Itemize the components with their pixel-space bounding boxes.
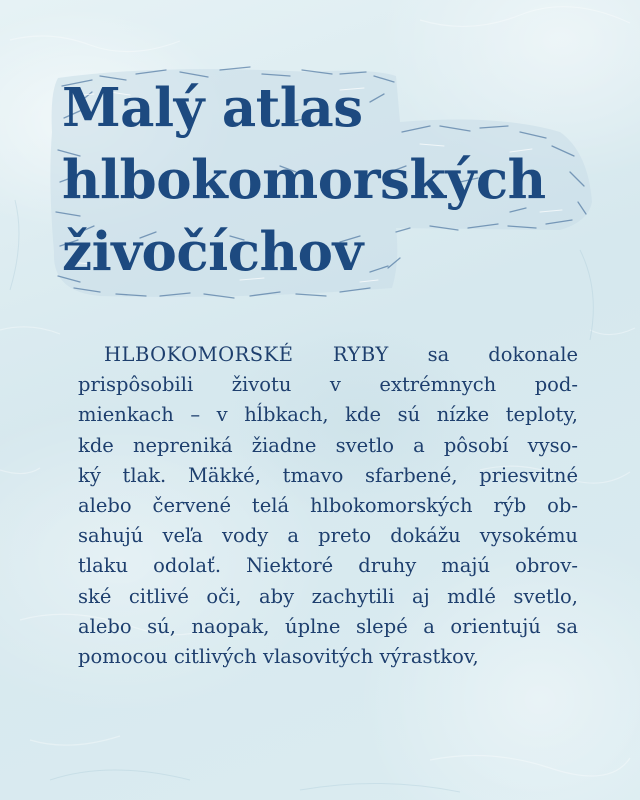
paragraph-line: kde nepreniká žiadne svetlo a pôsobí vyso-	[78, 433, 578, 457]
title-line-3: živočíchov	[62, 221, 363, 283]
paragraph-line: ské citlivé oči, aby zachytili aj mdlé svetlo,	[78, 584, 578, 608]
paragraph-line: prispôsobili životu v extrémnych pod-	[78, 373, 578, 397]
page-title	[62, 72, 546, 288]
title-line-1: Malý atlas	[62, 77, 363, 139]
paragraph-line: alebo sú, naopak, úplne slepé a orientujú sa	[78, 614, 578, 638]
title-line-2: hlbokomorských	[62, 149, 546, 211]
paragraph-line: pomocou citlivých vlasovitých výrastkov,	[78, 645, 479, 669]
paragraph-line: mienkach – v hĺbkach, kde sú nízke teploty,	[78, 403, 578, 427]
paragraph-line	[78, 340, 578, 370]
paragraph-line: alebo červené telá hlbokomorských rýb ob-	[78, 494, 578, 518]
line-text: sa dokonale	[427, 343, 578, 366]
paragraph-line: tlaku odolať. Niektoré druhy majú obrov-	[78, 554, 578, 578]
body-paragraph	[78, 340, 578, 672]
paragraph-line: ký tlak. Mäkké, tmavo sfarbené, priesvitné	[78, 463, 578, 487]
title-block	[40, 62, 596, 302]
paragraph-line: sahujú veľa vody a preto dokážu vysokému	[78, 524, 578, 548]
lead-in-text: HLBOKOMORSKÉ RYBY	[104, 343, 389, 366]
